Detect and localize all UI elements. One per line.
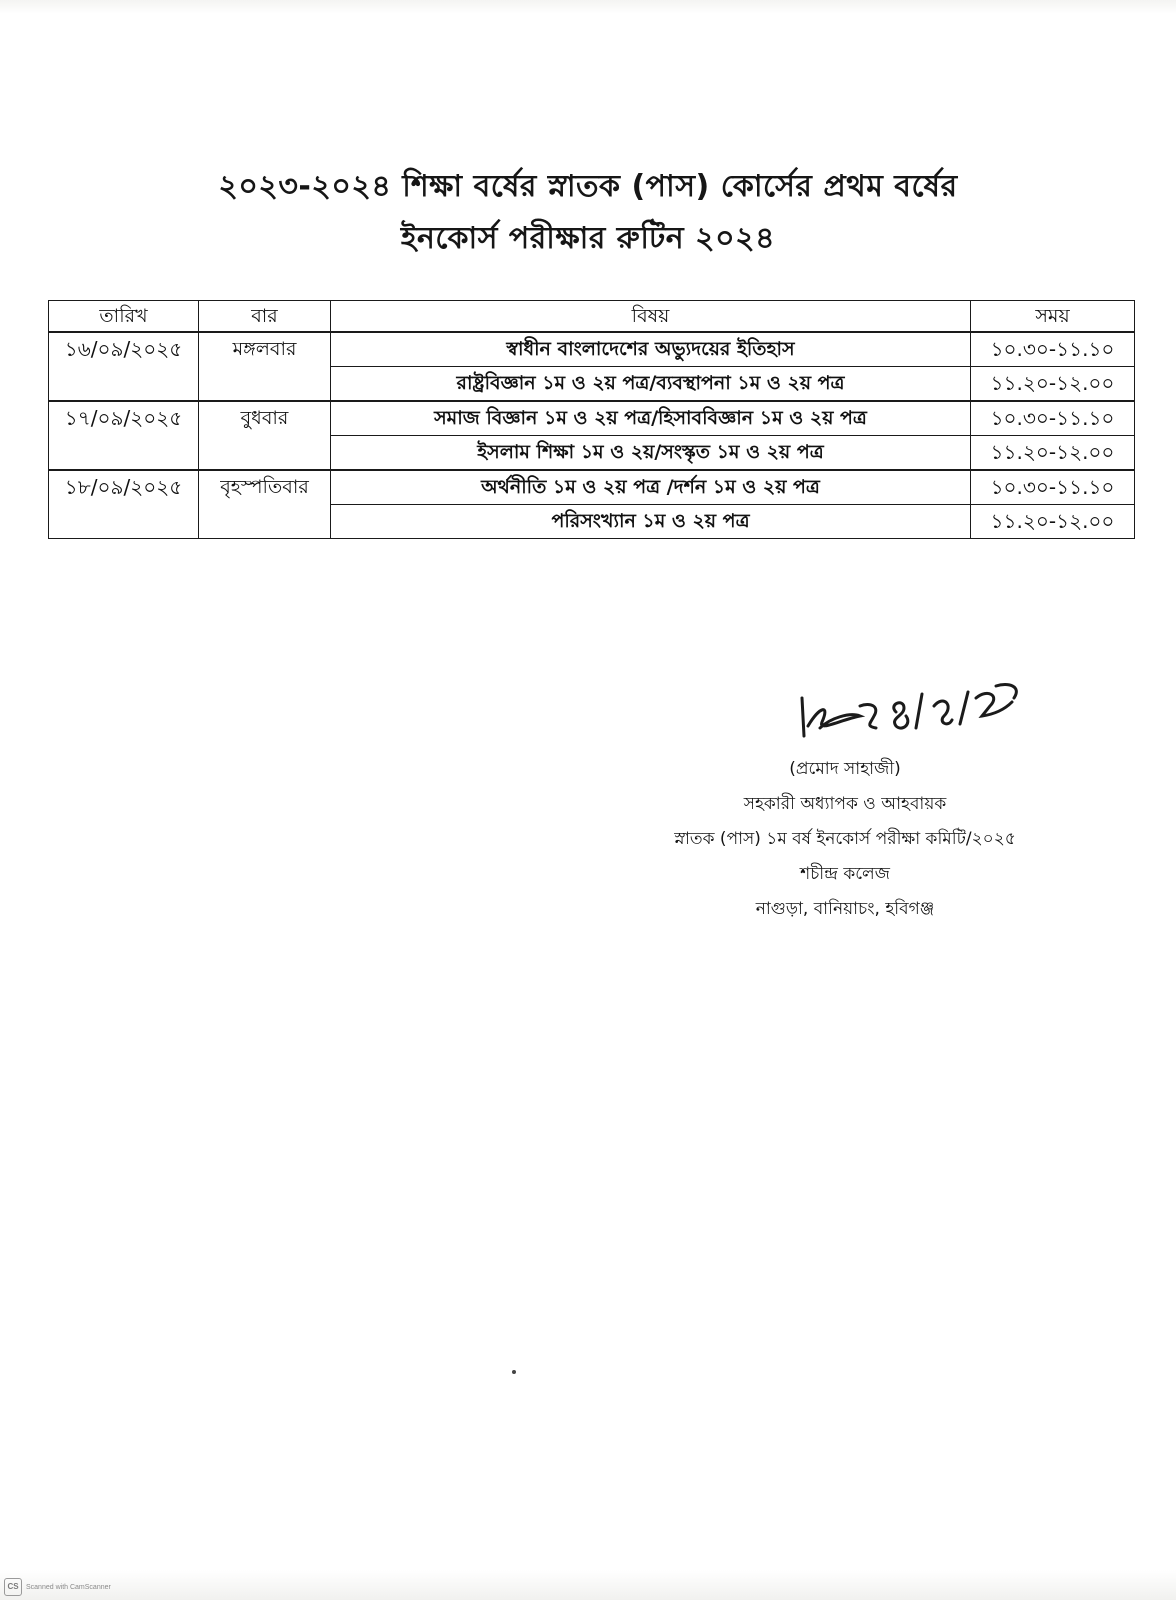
exam-day: বৃহস্পতিবার <box>199 470 331 539</box>
college-address: নাগুড়া, বানিয়াচং, হবিগঞ্জ <box>755 899 935 919</box>
header-subject: বিষয় <box>331 301 971 333</box>
exam-date: ১৬/০৯/২০২৫ <box>49 332 199 401</box>
signatory-name: (প্রমোদ সাহাজী) <box>789 759 901 779</box>
table-row <box>49 470 1135 505</box>
exam-subject: অর্থনীতি ১ম ও ২য় পত্র /দর্শন ১ম ও ২য় পত্র <box>331 470 971 505</box>
title-line-1: ২০২৩-২০২৪ শিক্ষা বর্ষের স্নাতক (পাস) কোর্সের প্রথম বর্ষের <box>218 169 958 204</box>
exam-time: ১০.৩০-১১.১০ <box>971 332 1135 367</box>
table-header-row <box>49 301 1135 333</box>
exam-subject: পরিসংখ্যান ১ম ও ২য় পত্র <box>331 505 971 539</box>
exam-time: ১১.২০-১২.০০ <box>971 505 1135 539</box>
exam-day: মঙ্গলবার <box>199 332 331 401</box>
scanner-watermark <box>4 1578 111 1596</box>
committee-name: স্নাতক (পাস) ১ম বর্ষ ইনকোর্স পরীক্ষা কমিটি/২০২৫ <box>674 829 1016 849</box>
header-time: সময় <box>971 301 1135 333</box>
handwritten-signature <box>800 676 1030 746</box>
exam-time: ১১.২০-১২.০০ <box>971 436 1135 471</box>
table-row <box>49 332 1135 367</box>
header-date: তারিখ <box>49 301 199 333</box>
exam-date: ১৮/০৯/২০২৫ <box>49 470 199 539</box>
exam-subject: স্বাধীন বাংলাদেশের অভ্যুদয়ের ইতিহাস <box>331 332 971 367</box>
scanner-text: Scanned with CamScanner <box>26 1583 111 1591</box>
ink-speck <box>512 1370 516 1374</box>
exam-time: ১১.২০-১২.০০ <box>971 367 1135 402</box>
exam-subject: সমাজ বিজ্ঞান ১ম ও ২য় পত্র/হিসাববিজ্ঞান ১ম ও ২য় পত্র <box>331 401 971 436</box>
signature-block <box>560 752 1130 927</box>
signatory-designation: সহকারী অধ্যাপক ও আহবায়ক <box>743 794 947 814</box>
table-row <box>49 401 1135 436</box>
camscanner-logo: CS <box>4 1578 22 1596</box>
exam-date: ১৭/০৯/২০২৫ <box>49 401 199 470</box>
exam-subject: রাষ্ট্রবিজ্ঞান ১ম ও ২য় পত্র/ব্যবস্থাপনা ১ম ও ২য় পত্র <box>331 367 971 402</box>
college-name: শচীন্দ্র কলেজ <box>800 864 890 884</box>
exam-day: বুধবার <box>199 401 331 470</box>
title-line-2: ইনকোর্স পরীক্ষার রুটিন ২০২৪ <box>400 221 776 256</box>
exam-time: ১০.৩০-১১.১০ <box>971 470 1135 505</box>
exam-routine-table <box>48 300 1135 539</box>
header-day: বার <box>199 301 331 333</box>
exam-time: ১০.৩০-১১.১০ <box>971 401 1135 436</box>
exam-subject: ইসলাম শিক্ষা ১ম ও ২য়/সংস্কৃত ১ম ও ২য় পত্র <box>331 436 971 471</box>
